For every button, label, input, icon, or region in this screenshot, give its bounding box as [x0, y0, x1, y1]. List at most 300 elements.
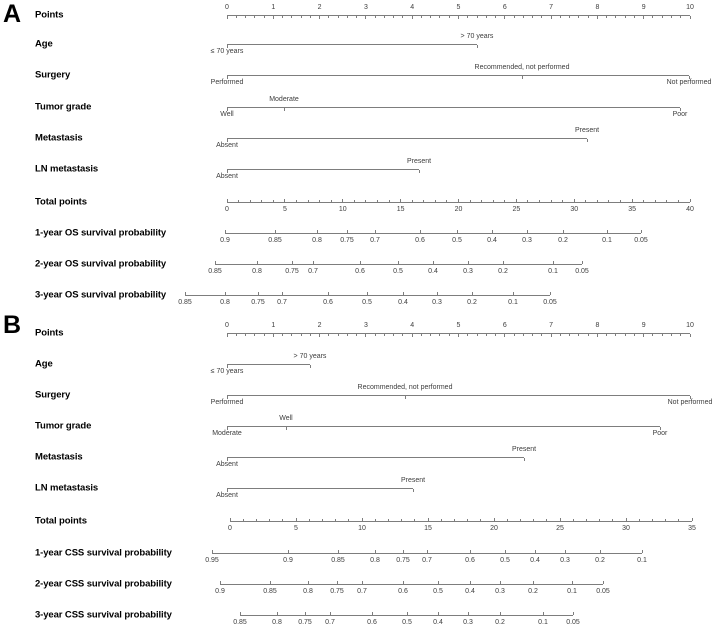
axis-tick: [458, 199, 459, 202]
axis-tick: [375, 16, 376, 18]
tick-label: 0.7: [325, 619, 335, 626]
axis-tick: [328, 292, 329, 295]
axis-tick: [492, 230, 493, 233]
axis-tick: [375, 334, 376, 336]
axis-tick: [236, 16, 237, 18]
row-label: Total points: [35, 515, 87, 527]
axis-tick: [507, 519, 508, 521]
axis-tick: [524, 458, 525, 461]
tick-label: 10: [338, 206, 347, 213]
axis-tick: [477, 16, 478, 18]
tick-label: 10: [358, 525, 366, 532]
row-label: Age: [35, 358, 53, 370]
level-label: Well: [279, 415, 293, 422]
axis-tick: [277, 612, 278, 615]
tick-label: 10: [686, 322, 694, 329]
axis-tick: [375, 550, 376, 553]
axis-tick: [504, 16, 505, 19]
tick-label: 0.1: [508, 299, 518, 306]
axis-tick: [412, 334, 413, 337]
axis-tick: [301, 16, 302, 18]
axis-tick: [319, 200, 320, 202]
axis-tick: [678, 200, 679, 202]
axis-tick: [337, 581, 338, 584]
axis-tick: [261, 200, 262, 202]
axis-tick: [375, 519, 376, 521]
axis-tick: [632, 199, 633, 202]
axis-tick: [467, 16, 468, 18]
axis-tick: [308, 581, 309, 584]
axis-tick: [514, 16, 515, 18]
tick-label: 0: [228, 525, 232, 532]
axis-tick: [284, 108, 285, 111]
tick-label: 1: [271, 322, 276, 329]
axis-line: [227, 169, 419, 170]
axis-tick: [477, 45, 478, 48]
axis-tick: [533, 581, 534, 584]
axis-tick: [412, 200, 413, 202]
tick-label: 7: [549, 322, 554, 329]
axis-tick: [225, 230, 226, 233]
axis-tick: [662, 334, 663, 336]
axis-tick: [240, 612, 241, 615]
tick-label: 0.1: [548, 268, 558, 275]
tick-label: 0.3: [522, 237, 532, 244]
axis-tick: [335, 519, 336, 521]
axis-tick: [398, 261, 399, 264]
row-label: Surgery: [35, 389, 71, 401]
axis-tick: [313, 261, 314, 264]
axis-tick: [389, 200, 390, 202]
axis-tick: [680, 334, 681, 336]
axis-tick: [243, 519, 244, 521]
axis-tick: [565, 550, 566, 553]
axis-tick: [421, 334, 422, 336]
axis-tick: [338, 16, 339, 18]
panel-label-b: B: [3, 311, 22, 339]
axis-tick: [365, 200, 366, 202]
axis-tick: [449, 16, 450, 18]
axis-tick: [310, 334, 311, 336]
axis-tick: [365, 16, 366, 19]
tick-label: 0.8: [303, 588, 313, 595]
axis-tick: [503, 261, 504, 264]
axis-tick: [625, 334, 626, 336]
tick-label: 0.6: [355, 268, 365, 275]
axis-tick: [403, 550, 404, 553]
axis-tick: [470, 550, 471, 553]
tick-label: 0.4: [428, 268, 438, 275]
tick-label: 35: [688, 525, 696, 532]
axis-tick: [282, 519, 283, 521]
tick-label: 3: [363, 322, 368, 329]
tick-label: 0.1: [538, 619, 548, 626]
tick-label: 0.3: [495, 588, 505, 595]
axis-tick: [433, 261, 434, 264]
tick-label: 0.85: [178, 299, 192, 306]
axis-tick: [680, 16, 681, 18]
axis-tick: [437, 292, 438, 295]
tick-label: 0.75: [396, 557, 410, 564]
axis-tick: [282, 16, 283, 18]
tick-label: 0.6: [323, 299, 333, 306]
axis-tick: [535, 550, 536, 553]
axis-tick: [342, 199, 343, 202]
level-label: Performed: [210, 79, 244, 86]
axis-tick: [264, 334, 265, 336]
tick-label: 0.85: [263, 588, 277, 595]
axis-tick: [606, 16, 607, 18]
axis-tick: [256, 519, 257, 521]
axis-tick: [573, 612, 574, 615]
axis-tick: [578, 334, 579, 336]
axis-tick: [666, 200, 667, 202]
axis-tick: [257, 261, 258, 264]
axis-tick: [264, 16, 265, 18]
axis-tick: [282, 334, 283, 336]
axis-tick: [626, 518, 627, 521]
axis-tick: [254, 16, 255, 18]
row-label: Age: [35, 38, 53, 50]
axis-tick: [421, 16, 422, 18]
axis-line: [227, 426, 660, 427]
tick-label: 0.85: [268, 237, 282, 244]
axis-tick: [662, 16, 663, 18]
axis-tick: [282, 292, 283, 295]
axis-tick: [319, 334, 320, 337]
tick-label: 25: [512, 206, 521, 213]
axis-tick: [588, 334, 589, 336]
tick-label: 0.7: [422, 557, 432, 564]
tick-label: 0.6: [465, 557, 475, 564]
axis-tick: [413, 489, 414, 492]
tick-label: 0.6: [415, 237, 425, 244]
axis-tick: [288, 550, 289, 553]
axis-tick: [362, 518, 363, 521]
level-label: ≤ 70 years: [210, 48, 244, 55]
axis-tick: [227, 16, 228, 19]
tick-label: 0.85: [208, 268, 222, 275]
axis-tick: [402, 16, 403, 18]
tick-label: 2: [317, 322, 322, 329]
axis-tick: [310, 16, 311, 18]
axis-tick: [615, 334, 616, 336]
axis-tick: [690, 199, 691, 202]
axis-tick: [607, 230, 608, 233]
tick-label: 0.6: [398, 588, 408, 595]
axis-line: [185, 295, 550, 296]
axis-tick: [639, 519, 640, 521]
axis-tick: [438, 581, 439, 584]
tick-label: 0.9: [220, 237, 230, 244]
axis-tick: [597, 200, 598, 202]
axis-tick: [500, 581, 501, 584]
tick-label: 0.7: [308, 268, 318, 275]
tick-label: 2: [317, 4, 322, 11]
axis-line: [227, 457, 524, 458]
axis-tick: [553, 261, 554, 264]
row-label: LN metastasis: [35, 482, 99, 494]
tick-label: 0.2: [558, 237, 568, 244]
axis-tick: [296, 518, 297, 521]
tick-label: 0.3: [463, 619, 473, 626]
axis-tick: [458, 16, 459, 19]
level-label: Well: [220, 111, 234, 118]
axis-line: [227, 107, 680, 108]
axis-tick: [665, 519, 666, 521]
axis-tick: [467, 519, 468, 521]
level-label: > 70 years: [293, 353, 327, 360]
axis-tick: [393, 16, 394, 18]
tick-label: 0.05: [543, 299, 557, 306]
axis-line: [212, 553, 642, 554]
axis-tick: [470, 200, 471, 202]
axis-tick: [236, 334, 237, 336]
axis-tick: [569, 16, 570, 18]
axis-tick: [652, 334, 653, 336]
tick-label: 0.3: [463, 268, 473, 275]
axis-tick: [388, 519, 389, 521]
axis-tick: [328, 16, 329, 18]
axis-tick: [643, 16, 644, 19]
axis-tick: [586, 519, 587, 521]
tick-label: 0.85: [331, 557, 345, 564]
axis-tick: [305, 612, 306, 615]
axis-tick: [356, 16, 357, 18]
axis-tick: [419, 170, 420, 173]
row-label: Metastasis: [35, 451, 83, 463]
row-label: 2-year CSS survival probability: [35, 578, 172, 590]
axis-tick: [348, 519, 349, 521]
axis-tick: [495, 334, 496, 336]
axis-tick: [441, 519, 442, 521]
axis-tick: [330, 612, 331, 615]
axis-tick: [494, 518, 495, 521]
axis-tick: [273, 334, 274, 337]
tick-label: 0.75: [298, 619, 312, 626]
axis-tick: [384, 16, 385, 18]
tick-label: 0: [225, 322, 229, 329]
axis-tick: [470, 581, 471, 584]
tick-label: 15: [424, 525, 432, 532]
level-label: Absent: [216, 142, 238, 149]
tick-label: 3: [363, 4, 368, 11]
axis-tick: [420, 230, 421, 233]
axis-tick: [569, 334, 570, 336]
axis-tick: [403, 581, 404, 584]
tick-label: 0.9: [283, 557, 293, 564]
level-label: Recommended, not performed: [474, 64, 570, 71]
tick-label: 0.4: [487, 237, 497, 244]
axis-tick: [608, 200, 609, 202]
axis-tick: [227, 199, 228, 202]
axis-tick: [505, 550, 506, 553]
axis-tick: [322, 519, 323, 521]
axis-tick: [412, 16, 413, 19]
tick-label: 5: [456, 4, 461, 11]
row-label: 3-year CSS survival probability: [35, 609, 172, 621]
tick-label: 0.1: [567, 588, 577, 595]
axis-tick: [250, 200, 251, 202]
axis-tick: [356, 334, 357, 336]
axis-line: [220, 584, 603, 585]
axis-tick: [384, 334, 385, 336]
row-label: 2-year OS survival probability: [35, 258, 167, 270]
tick-label: 0.4: [433, 619, 443, 626]
axis-tick: [245, 16, 246, 18]
tick-label: 0.75: [251, 299, 265, 306]
axis-tick: [563, 230, 564, 233]
tick-label: 0: [225, 4, 229, 11]
axis-tick: [296, 200, 297, 202]
axis-tick: [671, 16, 672, 18]
axis-tick: [212, 550, 213, 553]
tick-label: 4: [410, 322, 415, 329]
axis-tick: [245, 334, 246, 336]
axis-tick: [270, 581, 271, 584]
tick-label: 25: [556, 525, 564, 532]
tick-label: 0.2: [595, 557, 605, 564]
level-label: Present: [400, 477, 426, 484]
level-label: Present: [406, 158, 432, 165]
axis-tick: [587, 139, 588, 142]
axis-tick: [516, 199, 517, 202]
panel-label-a: A: [3, 0, 22, 28]
axis-tick: [284, 199, 285, 202]
tick-label: 0.7: [357, 588, 367, 595]
axis-tick: [643, 334, 644, 337]
tick-label: 8: [595, 322, 600, 329]
tick-label: 40: [686, 206, 694, 213]
axis-tick: [338, 334, 339, 336]
axis-tick: [522, 76, 523, 79]
axis-tick: [560, 518, 561, 521]
axis-tick: [215, 261, 216, 264]
axis-tick: [360, 261, 361, 264]
level-label: Moderate: [212, 430, 242, 437]
axis-tick: [435, 200, 436, 202]
axis-tick: [532, 16, 533, 18]
axis-tick: [550, 292, 551, 295]
axis-tick: [258, 292, 259, 295]
axis-tick: [367, 292, 368, 295]
axis-tick: [539, 200, 540, 202]
axis-tick: [634, 334, 635, 336]
row-label: Total points: [35, 196, 87, 208]
axis-tick: [439, 16, 440, 18]
axis-tick: [401, 519, 402, 521]
axis-tick: [273, 200, 274, 202]
tick-label: 0.1: [637, 557, 647, 564]
axis-tick: [523, 16, 524, 18]
axis-tick: [403, 292, 404, 295]
axis-tick: [481, 200, 482, 202]
axis-tick: [362, 581, 363, 584]
axis-tick: [597, 16, 598, 19]
axis-tick: [523, 334, 524, 336]
axis-tick: [407, 612, 408, 615]
axis-tick: [620, 200, 621, 202]
axis-tick: [560, 334, 561, 336]
tick-label: 35: [628, 206, 636, 213]
tick-label: 6: [502, 322, 507, 329]
axis-tick: [457, 230, 458, 233]
axis-tick: [527, 230, 528, 233]
axis-tick: [588, 16, 589, 18]
axis-line: [227, 202, 690, 203]
tick-label: 9: [641, 322, 646, 329]
axis-tick: [551, 16, 552, 19]
axis-line: [227, 488, 413, 489]
axis-line: [215, 264, 582, 265]
level-label: Present: [574, 127, 600, 134]
tick-label: 0.7: [370, 237, 380, 244]
axis-tick: [652, 16, 653, 18]
axis-tick: [625, 16, 626, 18]
axis-tick: [504, 334, 505, 337]
axis-tick: [543, 612, 544, 615]
tick-label: 0.05: [575, 268, 589, 275]
tick-label: 7: [549, 4, 554, 11]
axis-tick: [430, 16, 431, 18]
axis-tick: [472, 292, 473, 295]
tick-label: 9: [641, 4, 646, 11]
axis-tick: [495, 16, 496, 18]
axis-tick: [427, 550, 428, 553]
level-label: > 70 years: [460, 33, 494, 40]
axis-tick: [438, 612, 439, 615]
axis-tick: [439, 334, 440, 336]
axis-tick: [532, 334, 533, 336]
axis-tick: [310, 365, 311, 368]
tick-label: 0.5: [500, 557, 510, 564]
tick-label: 5: [456, 322, 461, 329]
axis-tick: [291, 16, 292, 18]
axis-tick: [692, 518, 693, 521]
axis-tick: [690, 334, 691, 337]
axis-tick: [643, 200, 644, 202]
row-label: Points: [35, 9, 64, 21]
axis-tick: [286, 427, 287, 430]
tick-label: 5: [294, 525, 298, 532]
tick-label: 20: [490, 525, 498, 532]
axis-tick: [655, 200, 656, 202]
axis-tick: [328, 334, 329, 336]
axis-tick: [615, 16, 616, 18]
axis-tick: [533, 519, 534, 521]
row-label: Points: [35, 327, 64, 339]
axis-tick: [254, 334, 255, 336]
level-label: Absent: [216, 173, 238, 180]
axis-tick: [612, 519, 613, 521]
axis-tick: [225, 292, 226, 295]
axis-tick: [275, 230, 276, 233]
axis-tick: [486, 16, 487, 18]
axis-tick: [220, 581, 221, 584]
tick-label: 0.6: [367, 619, 377, 626]
row-label: 1-year OS survival probability: [35, 227, 167, 239]
tick-label: 0.4: [465, 588, 475, 595]
axis-tick: [562, 200, 563, 202]
axis-line: [230, 521, 692, 522]
level-label: Not performed: [666, 79, 712, 86]
level-label: Absent: [216, 461, 238, 468]
tick-label: 0.05: [634, 237, 648, 244]
level-label: Poor: [652, 430, 668, 437]
axis-tick: [671, 334, 672, 336]
axis-line: [227, 395, 690, 396]
axis-tick: [430, 334, 431, 336]
